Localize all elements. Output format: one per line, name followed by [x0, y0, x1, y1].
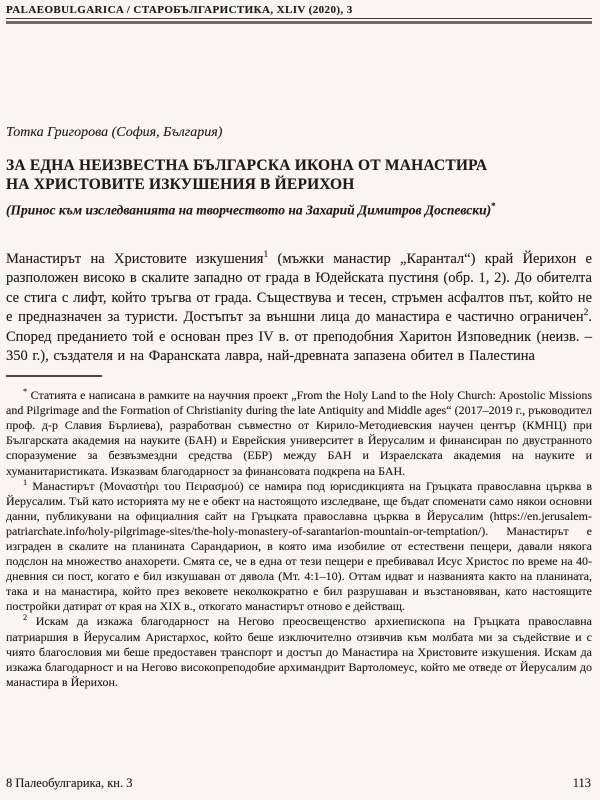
header-rule	[6, 21, 592, 24]
article-title-line-2: НА ХРИСТОВИТЕ ИЗКУШЕНИЯ В ЙЕРИХОН	[6, 176, 355, 193]
footer-signature: 8 Палеобулгарика, кн. 3	[6, 776, 133, 790]
article-subtitle	[6, 201, 592, 219]
footnote-2-marker: 2	[23, 612, 28, 623]
footnote-ref-1: 1	[263, 249, 269, 260]
article-subtitle-text: (Принос към изследванията на творчеството на Захарий Димитров Доспевски)	[6, 202, 492, 218]
page-footer	[6, 776, 591, 791]
footnote-1-text: Манастирът (Μοναστήρι του Πειρασμού) се намира под юрисдикцията на Гръцката православна църква в Йерусалим. Тъй като историята му не е обект на настоящото изследване, ще бъдат споменати само някои основни данни, публикувани на официалния сайт на Гръцката православна църква в Йерусалим (https://en.jerusalem-patriarchate.info/holy-pilgrimage-sites/the-holy-monastery-of-sarantarion-mountain-or-temptation/). Манастирът е изграден в скалите на планината Сарандарион, в която има изобилие от естествени пещери, давали някога подслон на множество анахорети. Смята се, че в една от тези пещери е пребивавал Исус Христос по време на 40-дневния си пост, когато е бил изкушаван от дявола (Мт. 4:1–10). Оттам идват и названията както на планината, така и на манастира, който през вековете неколкократно е бил разрушаван и възстановяван, като настоящите постройки датират от края на XIX в., откогато манастирът отново е действащ.	[6, 478, 592, 614]
subtitle-footnote-marker: *	[491, 201, 496, 211]
footnote-separator	[6, 375, 102, 377]
footnote-2	[6, 614, 592, 689]
footnote-ref-2: 2	[583, 308, 589, 319]
body-segment-3: . Според преданието той е основан през IV в. от преподобния Харитон Изповедник (неизв. – 350 г.), създателя и на Фаранската лавра, най-древната запазена обител в Палестина	[6, 309, 592, 365]
footnotes-block	[6, 388, 592, 690]
page-number: 113	[572, 776, 591, 790]
footnote-1-marker: 1	[23, 476, 28, 487]
body-segment-2: (мъжки манастир „Карантал“) край Йерихон е разположен високо в скалите западно от града в Юдейската пустиня (обр. 1, 2). До обителта се стига с лифт, който тръгва от града. Съществува и тесен, стръмен асфалтов път, който не е предназначен за туристи. Достъпът за външни лица до манастира е частично ограничен	[6, 250, 592, 326]
footnote-1	[6, 476, 592, 615]
footnote-star-marker: *	[23, 386, 28, 397]
footnote-star-text: Статията е написана в рамките на научния проект „From the Holy Land to the Holy Church: Apostolic Missions and Pilgrimage and the Formation of Christianity during the late Antiquity and Middle ages“ (2017–2019 г., ръководител проф. д-р Славия Бърлиева), разработван съвместно от Кирило-Методиевския научен център (КМНЦ) при Българската академия на науките (БАН) и Еврейския университет в Йерусалим и финансиран по двустранното споразумение за безвъзмездни средства (ЕБР) между БАН и Израелската академия на науките и хуманитаристиката. Изказвам благодарност за финансовата подкрепа на БАН.	[6, 388, 592, 478]
body-segment-1: Манастирът на Христовите изкушения	[6, 250, 264, 267]
running-head: PALAEOBULGARICA / СТАРОБЪЛГАРИСТИКА, XLIV (2020), 3	[6, 4, 592, 19]
footnote-star	[6, 388, 592, 479]
author-line: Тотка Григорова (София, България)	[6, 125, 223, 140]
footnote-2-text: Искам да изкажа благодарност на Негово преосвещенство архиепископа на Гръцката православна патриаршия в Йерусалим Аристархос, който беше изключително отзивчив към молбата ми за съдействие и с чиято благословия ми беше предоставен транспорт и достъп до Манастира на Христовите изкушения. Искам да изкажа благодарност и на Негово високопреподобие архимандрит Вартоломеус, който ме отведе от Йерусалим до манастира в Йерихон.	[6, 614, 592, 689]
article-title	[6, 156, 592, 194]
body-paragraph	[6, 250, 592, 368]
article-title-line-1: ЗА ЕДНА НЕИЗВЕСТНА БЪЛГАРСКА ИКОНА ОТ МАНАСТИРА	[6, 157, 488, 174]
